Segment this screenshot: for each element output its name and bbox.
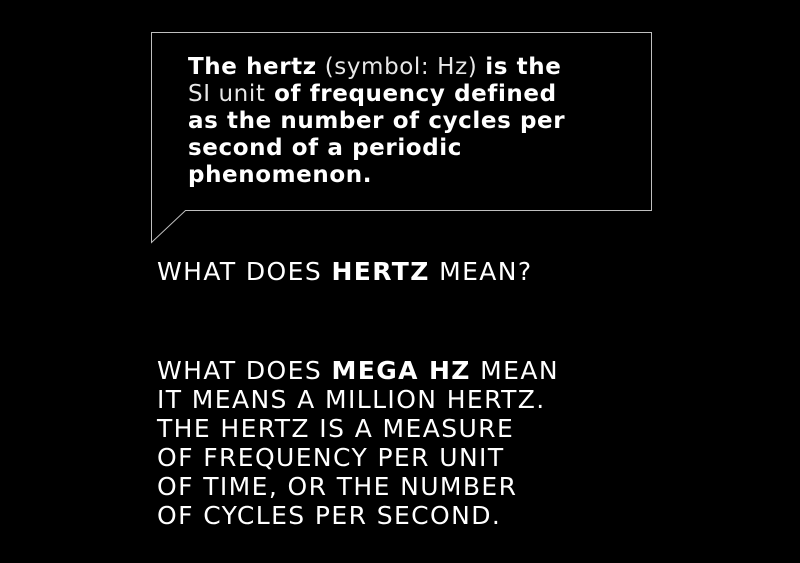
definition-text: is the [485, 54, 562, 80]
hertz-definition [188, 54, 618, 189]
definition-text: of frequency defined [265, 81, 557, 107]
definition-text: second of a periodic [188, 135, 462, 161]
answer-line: THE HERTZ IS A MEASURE [157, 414, 515, 443]
answer-line: OF FREQUENCY PER UNIT [157, 443, 505, 472]
mega-hz-answer [157, 356, 637, 530]
answer-line: OF TIME, OR THE NUMBER [157, 472, 518, 501]
question-heading [157, 256, 533, 288]
definition-si-unit: SI unit [188, 81, 266, 107]
answer-highlight: MEGA HZ [331, 356, 471, 385]
definition-symbol: (symbol: Hz) [316, 54, 486, 80]
question-prefix: WHAT DOES [157, 257, 332, 286]
answer-heading [157, 356, 637, 385]
definition-term: The hertz [188, 54, 317, 80]
answer-line: OF CYCLES PER SECOND. [157, 501, 502, 530]
question-highlight: HERTZ [331, 257, 430, 286]
definition-text: phenomenon. [188, 162, 373, 188]
question-suffix: MEAN? [429, 257, 533, 286]
answer-prefix: WHAT DOES [157, 356, 332, 385]
definition-text: as the number of cycles per [188, 108, 566, 134]
answer-line: IT MEANS A MILLION HERTZ. [157, 385, 546, 414]
answer-suffix: MEAN [470, 356, 559, 385]
